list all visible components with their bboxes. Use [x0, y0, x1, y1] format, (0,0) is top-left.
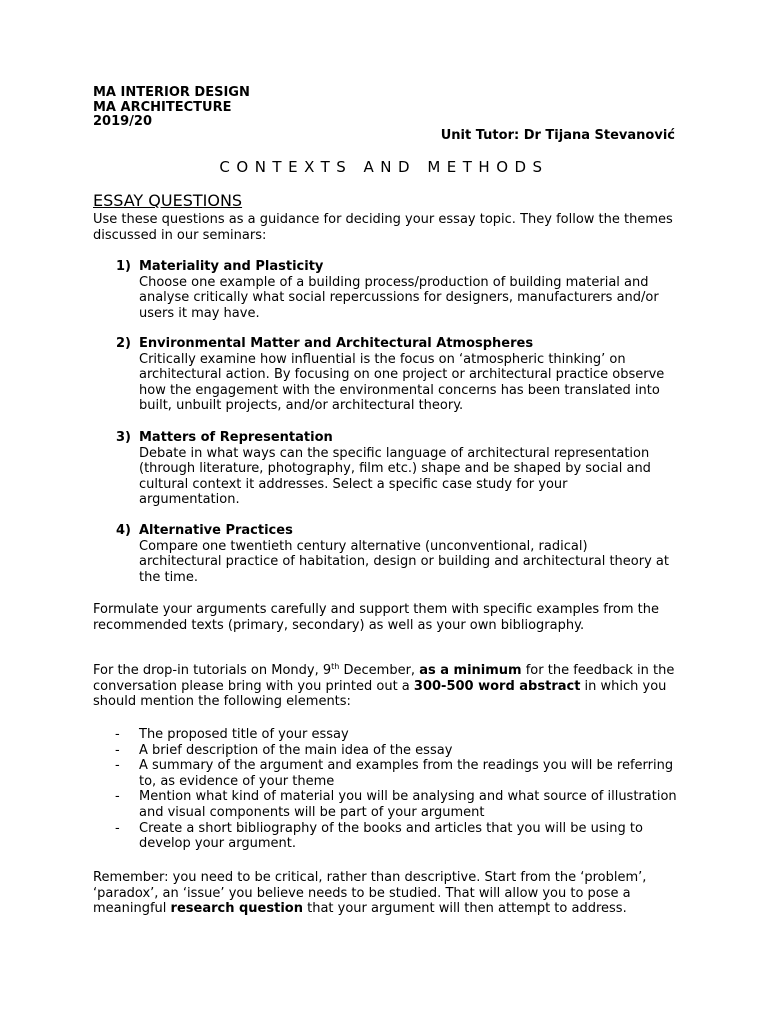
formulate-paragraph: Formulate your arguments carefully and support them with specific examples from the recommended texts (primary, secondary) as well as your own bibliography. — [93, 602, 659, 633]
list-item: - The proposed title of your essay — [115, 727, 349, 742]
document-title: CONTEXTS AND METHODS — [219, 158, 549, 176]
question-1-heading: Materiality and Plasticity — [139, 259, 324, 274]
question-2-number: 2) — [116, 336, 131, 351]
list-item: - Create a short bibliography of the books and articles that you will be using to develop your argument. — [115, 820, 643, 852]
question-1 — [139, 259, 669, 321]
question-4-number: 4) — [116, 523, 131, 538]
question-3 — [139, 430, 669, 508]
course-header — [93, 86, 250, 130]
question-3-number: 3) — [116, 430, 131, 445]
question-4-heading: Alternative Practices — [139, 523, 293, 538]
intro-paragraph: Use these questions as a guidance for deciding your essay topic. They follow the themes discussed in our seminars: — [93, 212, 673, 243]
course-line-interior: MA INTERIOR DESIGN — [93, 85, 250, 100]
dropin-paragraph: For the drop-in tutorials on Mondy, 9th December, as a minimum for the feedback in the conversation please bring with you printed out a 300-500 word abstract in which you should mention the following elements: — [93, 662, 675, 710]
question-3-heading: Matters of Representation — [139, 430, 333, 445]
course-line-architecture: MA ARCHITECTURE — [93, 99, 232, 115]
question-2-heading: Environmental Matter and Architectural Atmospheres — [139, 336, 534, 351]
elements-list — [93, 727, 693, 852]
question-2 — [139, 336, 669, 414]
question-4-body: Compare one twentieth century alternative (unconventional, radical) architectural practice of habitation, design or building and architectural theory at the time. — [139, 538, 669, 585]
question-1-body: Choose one example of a building process/production of building material and analyse critically what social repercussions for designers, manufacturers and/or users it may have. — [139, 274, 659, 321]
question-2-body: Critically examine how influential is the focus on ‘atmospheric thinking’ on architectural action. By focusing on one project or architectural practice observe how the engagement with the environmental concerns has been translated into built, unbuilt projects, and/or architectural theory. — [139, 351, 665, 414]
unit-tutor: Unit Tutor: Dr Tijana Stevanović — [440, 128, 675, 143]
remember-paragraph: Remember: you need to be critical, rather than descriptive. Start from the ‘problem’, ‘paradox’, an ‘issue’ you believe needs to be studied. That will allow you to pose a meaningful research question that your argument will then attempt to address. — [93, 870, 647, 917]
question-4 — [139, 523, 669, 585]
question-1-number: 1) — [116, 259, 131, 274]
academic-year: 2019/20 — [93, 114, 153, 129]
essay-questions-heading: ESSAY QUESTIONS — [93, 191, 243, 210]
list-item: - Mention what kind of material you will be analysing and what source of illustration and visual components will be part of your argument — [115, 789, 677, 820]
list-item: - A summary of the argument and examples from the readings you will be referring to, as evidence of your theme — [115, 758, 674, 789]
list-item: - A brief description of the main idea of the essay — [115, 742, 453, 758]
question-3-body: Debate in what ways can the specific language of architectural representation (through literature, photography, film etc.) shape and be shaped by social and cultural context it addresses. Select a specific case study for your argumentation. — [139, 445, 651, 508]
